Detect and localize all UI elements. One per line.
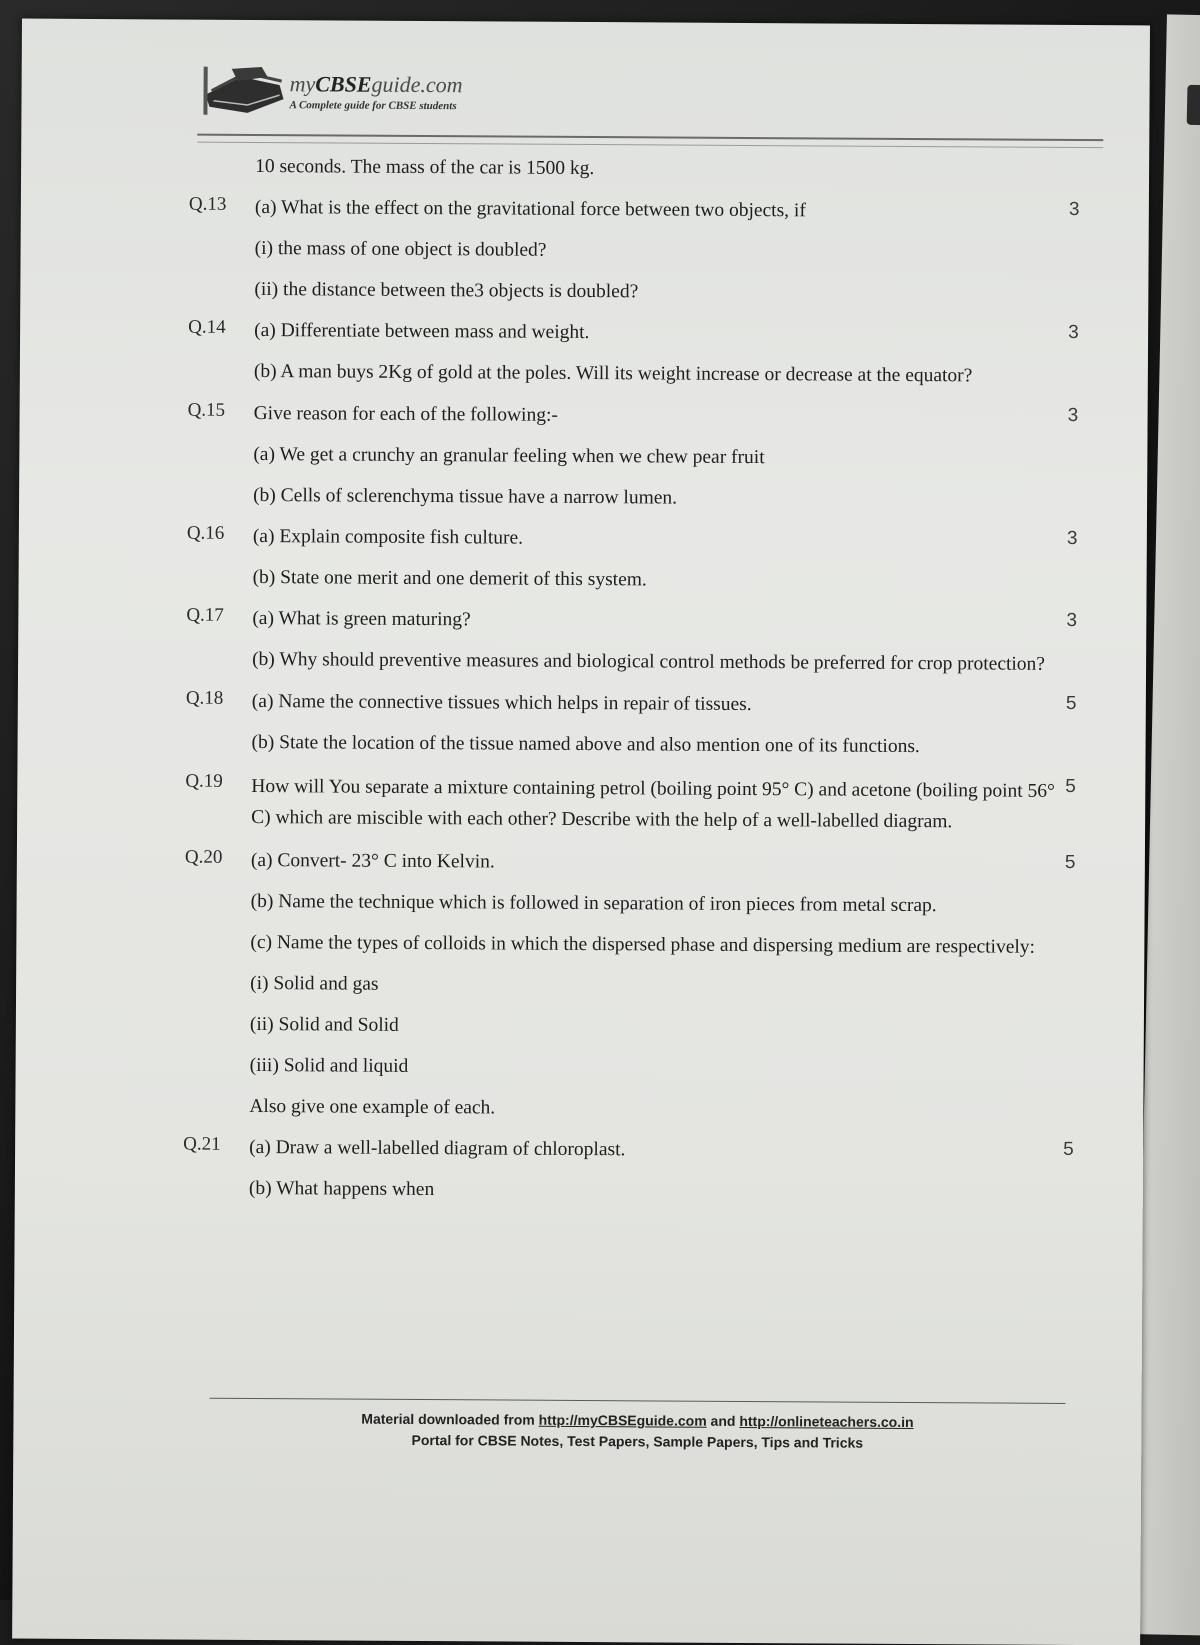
footer-link-onlineteachers[interactable]: http://onlineteachers.co.in — [739, 1412, 914, 1431]
logo-wordmark: myCBSEguide.com — [289, 71, 463, 98]
question-number: Q.19 — [185, 770, 223, 792]
question-line: (ii) Solid and Solid — [249, 1013, 399, 1036]
question-line: (i) Solid and gas — [250, 972, 379, 995]
question-line: (a) What is the effect on the gravitational force between two objects, if — [254, 196, 806, 222]
question-marks: 3 — [1066, 609, 1077, 632]
question-item — [188, 317, 1088, 391]
question-line: (a) What is green maturing? — [252, 607, 471, 631]
question-marks: 3 — [1068, 198, 1080, 221]
question-item — [183, 1134, 1083, 1208]
footer-line-2: Portal for CBSE Notes, Test Papers, Sample Papers, Tips and Tricks — [411, 1431, 864, 1451]
question-item — [183, 847, 1085, 1126]
question-line: (b) State one merit and one demerit of this system. — [252, 566, 647, 591]
footer-divider — [210, 1398, 1066, 1404]
question-item — [186, 688, 1086, 762]
logo-tagline: A Complete guide for CBSE students — [289, 99, 457, 113]
question-line: (a) Name the connective tissues which helps in repair of tissues. — [251, 690, 752, 716]
question-marks: 3 — [1066, 527, 1078, 550]
question-marks: 3 — [1068, 321, 1079, 344]
question-line: Give reason for each of the following:- — [253, 402, 558, 426]
question-line: (a) Draw a well-labelled diagram of chloroplast. — [249, 1136, 626, 1161]
question-item — [187, 400, 1088, 515]
question-item — [187, 523, 1087, 597]
page-footer — [209, 1408, 1065, 1455]
question-number: Q.16 — [186, 522, 225, 544]
question-marks: 5 — [1063, 1138, 1074, 1160]
question-line: (i) the mass of one object is doubled? — [254, 237, 547, 261]
question-line: (b) Cells of sclerenchyma tissue have a narrow lumen. — [253, 484, 678, 509]
question-item — [185, 771, 1085, 838]
question-marks: 5 — [1065, 775, 1076, 798]
question-line: (c) Name the types of colloids in which the dispersed phase and dispersing medium are respectively: — [250, 931, 1036, 958]
question-list — [183, 153, 1089, 1208]
question-line: Also give one example of each. — [249, 1095, 496, 1119]
question-line: (b) A man buys 2Kg of gold at the poles. Will its weight increase or decrease at the equator? — [253, 360, 973, 387]
document-page — [12, 19, 1150, 1645]
carry-over-text: 10 seconds. The mass of the car is 1500 kg. — [255, 155, 595, 180]
question-number: Q.18 — [185, 687, 224, 709]
question-number: Q.14 — [188, 316, 226, 338]
question-item — [186, 605, 1086, 679]
question-number: Q.17 — [186, 604, 224, 626]
question-item — [188, 194, 1089, 309]
footer-link-mycbseguide[interactable]: http://myCBSEguide.com — [538, 1411, 707, 1429]
question-number: Q.21 — [183, 1133, 221, 1155]
question-line: (a) Differentiate between mass and weight. — [254, 319, 590, 344]
question-line: (b) What happens when — [248, 1177, 435, 1201]
adjacent-page-mark — [1187, 85, 1200, 126]
question-number: Q.13 — [188, 193, 227, 215]
question-marks: 3 — [1067, 404, 1079, 427]
question-line: (iii) Solid and liquid — [249, 1054, 409, 1077]
footer-line-1: Material downloaded from http://myCBSEguide.com and http://onlineteachers.co.in — [361, 1410, 914, 1431]
question-line: How will You separate a mixture containing petrol (boiling point 95° C) and acetone (boiling point 56° C) which are miscible with each other? Describe with the help of a well-labelled diagram. — [251, 775, 1055, 833]
question-line: (a) Convert- 23° C into Kelvin. — [250, 849, 495, 873]
question-line: (a) We get a crunchy an granular feeling when we chew pear fruit — [253, 443, 765, 469]
books-logo-icon — [201, 65, 289, 118]
question-number: Q.20 — [184, 846, 223, 868]
question-line: (ii) the distance between the3 objects is doubled? — [254, 278, 639, 303]
question-number: Q.15 — [187, 399, 226, 421]
question-marks: 5 — [1065, 692, 1077, 715]
question-marks: 5 — [1064, 851, 1076, 874]
question-line: (b) State the location of the tissue named above and also mention one of its functions. — [251, 731, 920, 758]
question-line: (b) Name the technique which is followed in separation of iron pieces from metal scrap. — [250, 890, 937, 917]
question-line: (a) Explain composite fish culture. — [252, 525, 524, 549]
question-line: (b) Why should preventive measures and biological control methods be preferred for crop protection? — [252, 648, 1046, 675]
